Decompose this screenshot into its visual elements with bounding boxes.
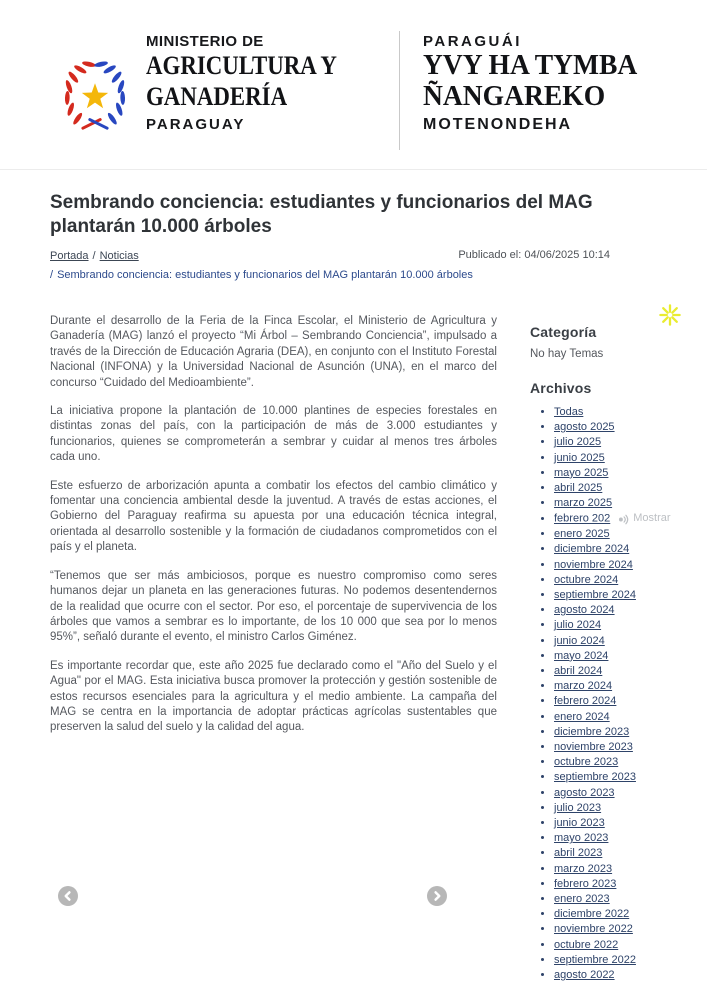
archive-link[interactable]: mayo 2024: [554, 649, 609, 662]
next-button[interactable]: [427, 886, 447, 906]
archive-item: [554, 420, 697, 435]
archive-link[interactable]: agosto 2022: [554, 969, 615, 982]
archive-item: [554, 801, 697, 816]
archive-item: [554, 435, 697, 450]
previous-button[interactable]: [58, 886, 78, 906]
archive-item: [554, 907, 697, 922]
archive-item: [554, 511, 697, 527]
mostrar-label: Mostrar: [633, 512, 671, 525]
archives-list: [530, 405, 697, 983]
breadcrumb-links: [50, 248, 492, 264]
archive-item: [554, 542, 697, 557]
archive-item: [554, 755, 697, 770]
archive-item: [554, 558, 697, 573]
archive-link[interactable]: febrero 202: [554, 512, 611, 525]
archive-item: [554, 846, 697, 861]
archive-link[interactable]: junio 2024: [554, 634, 605, 647]
category-heading: Categoría: [530, 324, 597, 340]
archive-link[interactable]: julio 2024: [554, 619, 602, 632]
logo-gn-line2: ÑANGAREKO: [423, 80, 606, 112]
archive-link[interactable]: octubre 2022: [554, 938, 619, 951]
archive-link[interactable]: octubre 2024: [554, 573, 619, 586]
archive-link[interactable]: septiembre 2023: [554, 771, 636, 784]
archive-link[interactable]: abril 2023: [554, 847, 603, 860]
chevron-right-icon: [430, 889, 444, 903]
archive-link[interactable]: abril 2024: [554, 664, 603, 677]
archive-link[interactable]: diciembre 2022: [554, 908, 630, 921]
archive-link[interactable]: diciembre 2024: [554, 543, 630, 556]
archive-item: [554, 694, 697, 709]
logo-divider: [399, 31, 400, 150]
archive-link[interactable]: marzo 2025: [554, 497, 613, 510]
archive-item: [554, 405, 697, 420]
main-content: [0, 191, 707, 983]
archive-link[interactable]: mayo 2023: [554, 832, 609, 845]
breadcrumb-separator: /: [92, 250, 96, 262]
accessibility-asterisk-icon[interactable]: [659, 304, 681, 326]
archive-item: [554, 938, 697, 953]
archive-link[interactable]: noviembre 2024: [554, 558, 633, 571]
archive-link[interactable]: septiembre 2022: [554, 953, 636, 966]
archive-link[interactable]: enero 2024: [554, 710, 610, 723]
archive-link[interactable]: enero 2023: [554, 893, 610, 906]
archive-link[interactable]: marzo 2023: [554, 862, 613, 875]
archive-link[interactable]: marzo 2024: [554, 680, 613, 693]
chevron-left-icon: [61, 889, 75, 903]
archive-link[interactable]: Todas: [554, 406, 584, 418]
content-columns: [50, 314, 707, 983]
logo-spanish: [146, 33, 363, 133]
paraguay-coat-of-arms-icon: [50, 44, 140, 138]
site-header: [0, 0, 707, 170]
breadcrumb: [50, 248, 492, 283]
article-meta: [50, 248, 657, 298]
archive-item: [554, 588, 697, 603]
archive-item: [554, 877, 697, 892]
logo-gn-kicker: PARAGUÁI: [423, 33, 522, 50]
logo-gn-footer: MOTENONDEHA: [423, 116, 573, 133]
article-paragraph: Durante el desarrollo de la Feria de la Finca Escolar, el Ministerio de Agricultura y Ganadería (MAG) lanzó el proyecto “Mi Árbol – Sembrando Conciencia”, impulsado a través de la Dirección de Educación Agraria (DEA), en conjunto con el Instituto Forestal Nacional (INFONA) y la Universidad Nacional de Asunción (UNA), en el marco del concurso “Cuidado del Medioambiente”.: [50, 315, 497, 389]
archive-item: [554, 649, 697, 664]
archive-item: [554, 496, 697, 511]
archive-item: [554, 816, 697, 831]
archive-link[interactable]: enero 2025: [554, 528, 610, 541]
archive-link[interactable]: agosto 2023: [554, 786, 615, 799]
page-title: Sembrando conciencia: estudiantes y funcionarios del MAG plantarán 10.000 árboles: [50, 192, 593, 237]
archive-link[interactable]: agosto 2025: [554, 421, 615, 434]
archive-item: [554, 634, 697, 649]
readspeaker-icon: [617, 513, 630, 526]
archive-link[interactable]: febrero 2023: [554, 877, 617, 890]
archive-link[interactable]: junio 2023: [554, 817, 605, 829]
archive-item: [554, 573, 697, 588]
archive-item: [554, 953, 697, 968]
published-date: Publicado el: 04/06/2025 10:14: [458, 249, 610, 261]
archive-link[interactable]: septiembre 2024: [554, 588, 636, 601]
archive-item: [554, 527, 697, 542]
article-paragraph: “Tenemos que ser más ambiciosos, porque es nuestro compromiso como seres humanos dejar un planeta en las generaciones futuras. No podemos desentendernos de la realidad que ocurre con el sector. Por eso, el porcentaje de supervivencia de los árboles que vamos a sembrar es lo importante, de los 10 000 que sea por lo menos 95%”, señaló durante el evento, el ministro Carlos Giménez.: [50, 569, 497, 644]
logo-gn-line1: YVY HA TYMBA: [423, 49, 638, 81]
archive-item: [554, 892, 697, 907]
logo-es-line1: AGRICULTURA Y: [146, 51, 337, 80]
archive-item: [554, 786, 697, 801]
archive-item: [554, 481, 697, 496]
archive-item: [554, 740, 697, 755]
archive-item: [554, 466, 697, 481]
logo-es-kicker: MINISTERIO DE: [146, 33, 264, 50]
article-paragraph: Es importante recordar que, este año 2025 fue declarado como el "Año del Suelo y el Agua" por el MAG. Esta iniciativa busca promover la protección y gestión sostenible de estos recursos esenciales para la agricultura y el medio ambiente. La campaña del MAG se centra en la importancia de adoptar prácticas agrícolas sustentables que preserven la salud del suelo y la calidad del agua.: [50, 659, 497, 734]
star-icon: [82, 83, 108, 108]
archive-link[interactable]: febrero 2024: [554, 695, 617, 708]
archive-item: [554, 968, 697, 983]
category-empty-text: No hay Temas: [530, 348, 604, 360]
archive-link[interactable]: julio 2023: [554, 801, 602, 814]
archive-item: [554, 725, 697, 740]
article-body: [50, 314, 497, 749]
breadcrumb-current-label: Sembrando conciencia: estudiantes y funcionarios del MAG plantarán 10.000 árboles: [57, 269, 473, 281]
archive-item: [554, 862, 697, 877]
archive-link[interactable]: noviembre 2022: [554, 923, 633, 936]
logo-es-line2: GANADERÍA: [146, 82, 288, 111]
archives-heading: Archivos: [530, 380, 592, 396]
logo-guarani: [423, 33, 649, 134]
archive-link[interactable]: octubre 2023: [554, 756, 619, 769]
archive-item: [554, 831, 697, 846]
archive-item: [554, 618, 697, 633]
archive-link[interactable]: diciembre 2023: [554, 725, 630, 738]
article-paragraph: Este esfuerzo de arborización apunta a combatir los efectos del cambio climático y fomentar una conciencia ambiental desde la juventud. A través de estas acciones, el Gobierno del Paraguay reafirma su apuesta por una educación técnica integral, orientada al desarrollo sostenible y la formación de ciudadanos comprometidos con el país y el planeta.: [50, 479, 497, 554]
archive-item: [554, 770, 697, 785]
archive-item: [554, 451, 697, 466]
breadcrumb-home-link[interactable]: Portada: [50, 250, 89, 262]
archive-link[interactable]: mayo 2025: [554, 466, 609, 479]
archive-link[interactable]: abril 2025: [554, 482, 603, 495]
breadcrumb-separator: /: [50, 269, 54, 281]
archive-item: [554, 679, 697, 694]
breadcrumb-current: [50, 267, 492, 283]
archive-item: [554, 710, 697, 725]
archive-link[interactable]: junio 2025: [554, 451, 605, 464]
archive-link[interactable]: julio 2025: [554, 436, 602, 449]
breadcrumb-section-link[interactable]: Noticias: [99, 250, 139, 262]
sidebar: [530, 314, 697, 983]
logo-es-footer: PARAGUAY: [146, 116, 246, 133]
archive-link[interactable]: noviembre 2023: [554, 740, 633, 753]
article-paragraph: La iniciativa propone la plantación de 10.000 plantines de especies forestales en distintas zonas del país, con la participación de más de 3.000 estudiantes y funcionarios, quienes se comprometerán a sembrar y cuidar al menos tres árboles cada uno.: [50, 405, 497, 464]
archive-link[interactable]: agosto 2024: [554, 604, 615, 617]
mostrar-tooltip[interactable]: [617, 511, 670, 526]
archive-item: [554, 922, 697, 937]
archive-item: [554, 603, 697, 618]
archive-item: [554, 664, 697, 679]
